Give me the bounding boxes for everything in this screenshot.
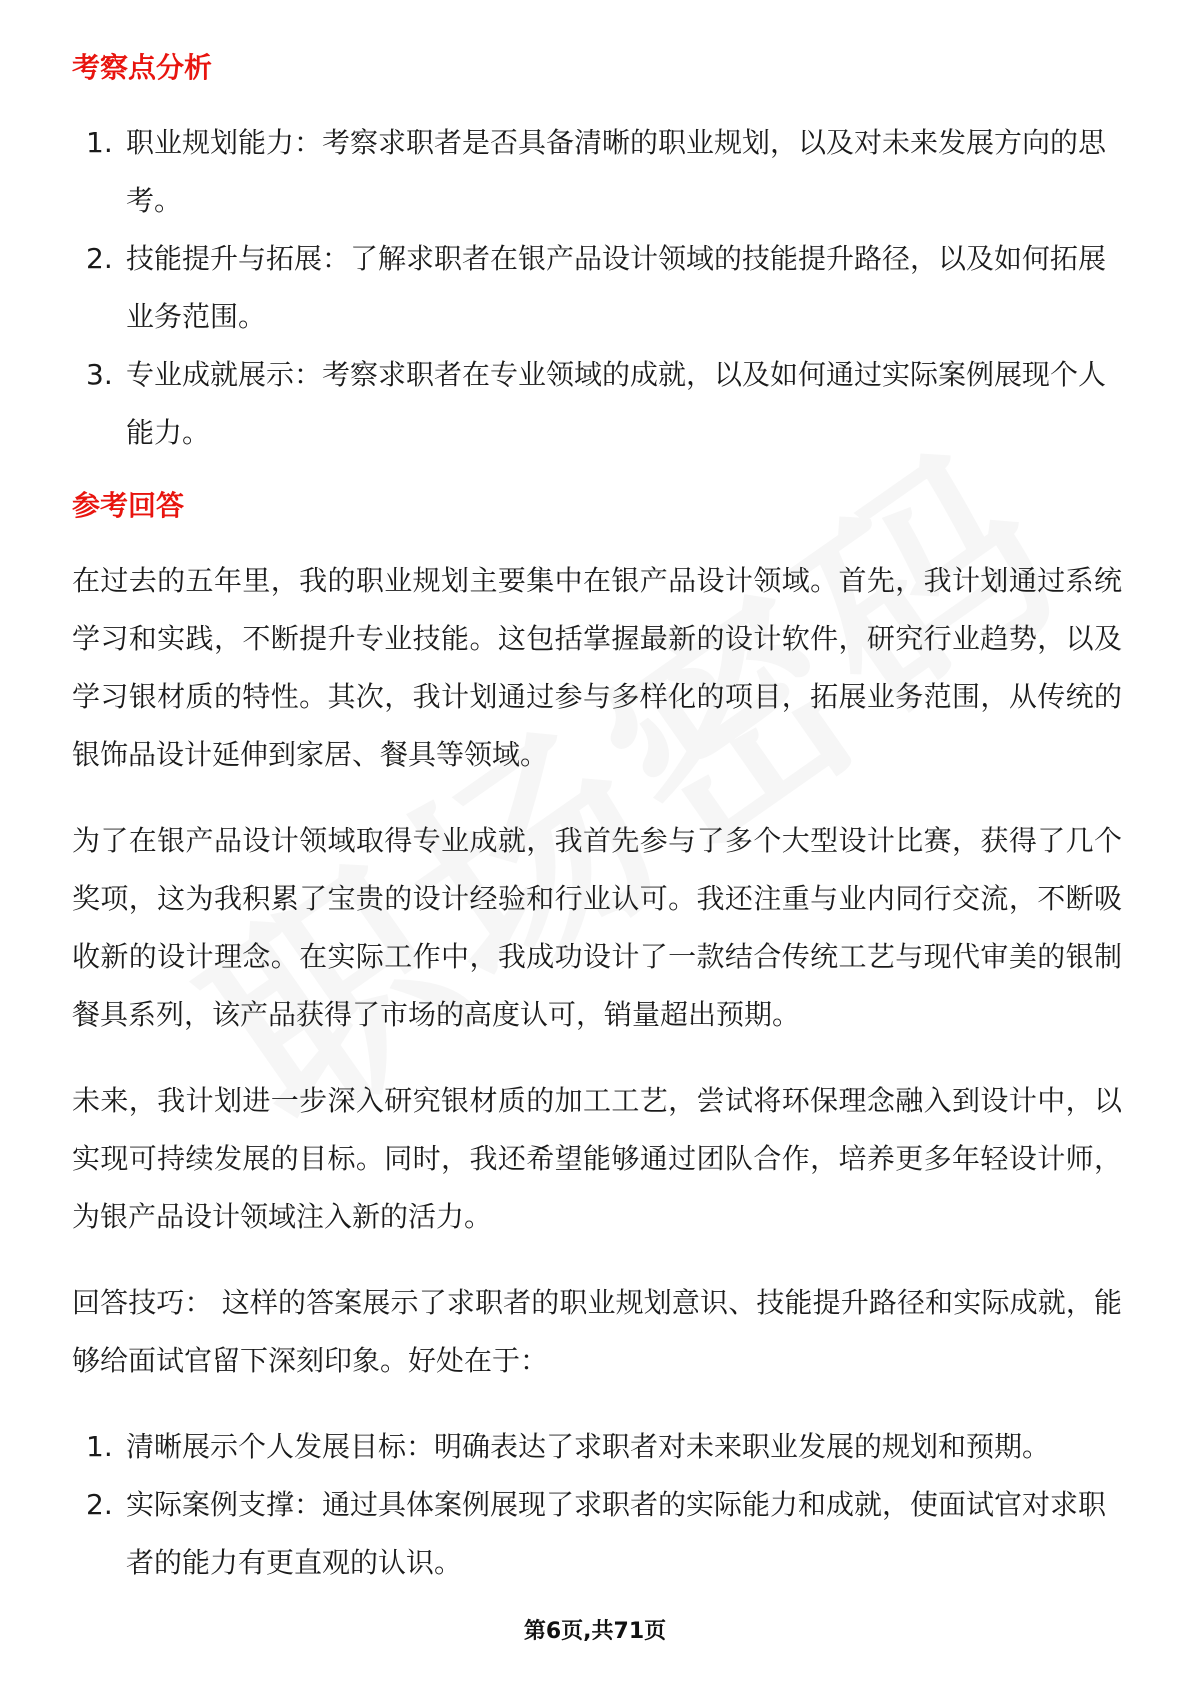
answer-paragraph: 未来，我计划进一步深入研究银材质的加工工艺，尝试将环保理念融入到设计中，以实现可持续发展的目标。同时，我还希望能够通过团队合作，培养更多年轻设计师，为银产品设计领域注入新的活力。 — [72, 1084, 1122, 1233]
list-item-text: 清晰展示个人发展目标：明确表达了求职者对未来职业发展的规划和预期。 — [126, 1430, 1051, 1463]
list-item — [72, 114, 1122, 230]
benefits-list — [72, 1418, 1122, 1592]
answer-tips-paragraph: 回答技巧： 这样的答案展示了求职者的职业规划意识、技能提升路径和实际成就，能够给面试官留下深刻印象。好处在于： — [72, 1286, 1122, 1377]
list-item-text: 职业规划能力：考察求职者是否具备清晰的职业规划，以及对未来发展方向的思考。 — [126, 126, 1107, 217]
list-item-number: 3. — [86, 358, 113, 391]
list-item — [72, 346, 1122, 462]
section-heading-reference-answer: 参考回答 — [72, 489, 185, 522]
analysis-list — [72, 114, 1122, 462]
list-item-number: 2. — [86, 242, 113, 275]
list-item — [72, 230, 1122, 346]
list-item — [72, 1418, 1122, 1476]
page-number-footer: 第6页,共71页 — [523, 1619, 667, 1644]
list-item-number: 1. — [86, 126, 113, 159]
answer-paragraph: 在过去的五年里，我的职业规划主要集中在银产品设计领域。首先，我计划通过系统学习和实践，不断提升专业技能。这包括掌握最新的设计软件，研究行业趋势，以及学习银材质的特性。其次，我计划通过参与多样化的项目，拓展业务范围，从传统的银饰品设计延伸到家居、餐具等领域。 — [72, 564, 1122, 771]
section-heading-analysis: 考察点分析 — [72, 51, 213, 84]
list-item-text: 专业成就展示：考察求职者在专业领域的成就，以及如何通过实际案例展现个人能力。 — [126, 358, 1107, 449]
list-item-text: 实际案例支撑：通过具体案例展现了求职者的实际能力和成就，使面试官对求职者的能力有更直观的认识。 — [126, 1488, 1107, 1579]
list-item-number: 1. — [86, 1430, 113, 1463]
list-item-text: 技能提升与拓展：了解求职者在银产品设计领域的技能提升路径，以及如何拓展业务范围。 — [126, 242, 1107, 333]
answer-paragraph: 为了在银产品设计领域取得专业成就，我首先参与了多个大型设计比赛，获得了几个奖项，这为我积累了宝贵的设计经验和行业认可。我还注重与业内同行交流，不断吸收新的设计理念。在实际工作中，我成功设计了一款结合传统工艺与现代审美的银制餐具系列，该产品获得了市场的高度认可，销量超出预期。 — [72, 824, 1122, 1031]
page-content — [72, 48, 1122, 1616]
list-item — [72, 1476, 1122, 1592]
list-item-number: 2. — [86, 1488, 113, 1521]
